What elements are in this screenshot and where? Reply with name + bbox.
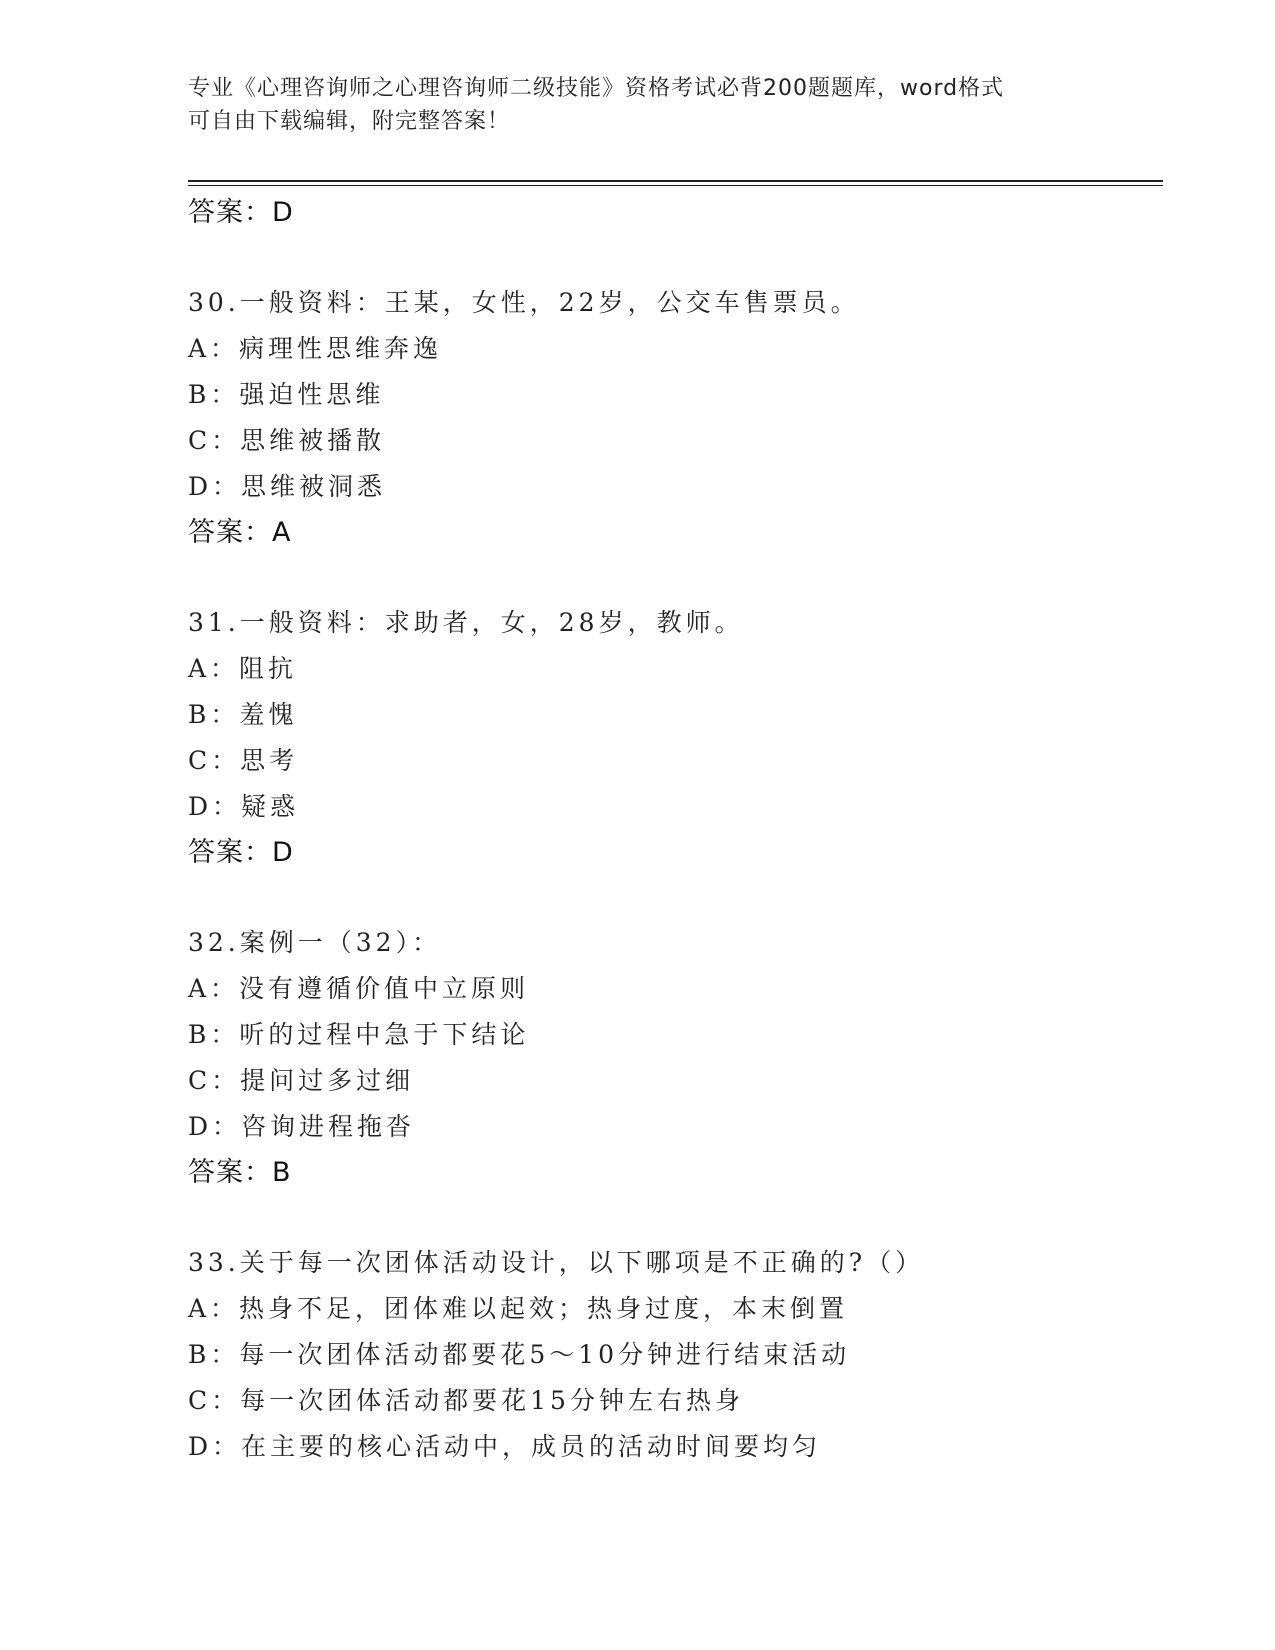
question-list (188, 190, 1163, 1470)
option-a: A：热身不足，团体难以起效；热身过度，本末倒置 (188, 1294, 849, 1323)
option-c: C：提问过多过细 (188, 1066, 415, 1095)
option-a: A：阻抗 (188, 654, 298, 683)
question-block (188, 920, 1163, 1196)
header-subtitle-line: 可自由下载编辑，附完整答案！ (188, 109, 511, 134)
question-block (188, 600, 1163, 876)
header-rule-thin (188, 185, 1163, 186)
option-d: D：疑惑 (188, 792, 300, 821)
option-a: A：没有遵循价值中立原则 (188, 974, 530, 1003)
question-text: 32.案例一（32）： (188, 928, 442, 957)
option-d: D：咨询进程拖沓 (188, 1112, 416, 1141)
option-a: A：病理性思维奔逸 (188, 334, 443, 363)
header-title-line: 专业《心理咨询师之心理咨询师二级技能》资格考试必背200题题库，word格式 (188, 76, 1005, 101)
question-text: 33.关于每一次团体活动设计，以下哪项是不正确的?（） (188, 1248, 925, 1277)
question-text: 30.一般资料：王某，女性，22岁，公交车售票员。 (188, 288, 860, 317)
option-d: D：思维被洞悉 (188, 472, 387, 501)
option-c: C：每一次团体活动都要花15分钟左右热身 (188, 1386, 744, 1415)
answer-line: 答案：D (188, 197, 294, 228)
answer-line: 答案：D (188, 837, 294, 868)
option-d: D：在主要的核心活动中，成员的活动时间要均匀 (188, 1432, 822, 1461)
question-block (188, 1240, 1163, 1470)
option-b: B：每一次团体活动都要花5～10分钟进行结束活动 (188, 1340, 851, 1369)
question-block (188, 280, 1163, 556)
option-b: B：强迫性思维 (188, 380, 385, 409)
option-b: B：羞愧 (188, 700, 298, 729)
answer-line: 答案：B (188, 1157, 292, 1188)
header-rule-thick (188, 180, 1163, 182)
option-c: C：思维被播散 (188, 426, 386, 455)
option-c: C：思考 (188, 746, 299, 775)
document-header (188, 72, 1088, 138)
answer-line: 答案：A (188, 517, 292, 548)
question-text: 31.一般资料：求助者，女，28岁，教师。 (188, 608, 744, 637)
option-b: B：听的过程中急于下结论 (188, 1020, 530, 1049)
